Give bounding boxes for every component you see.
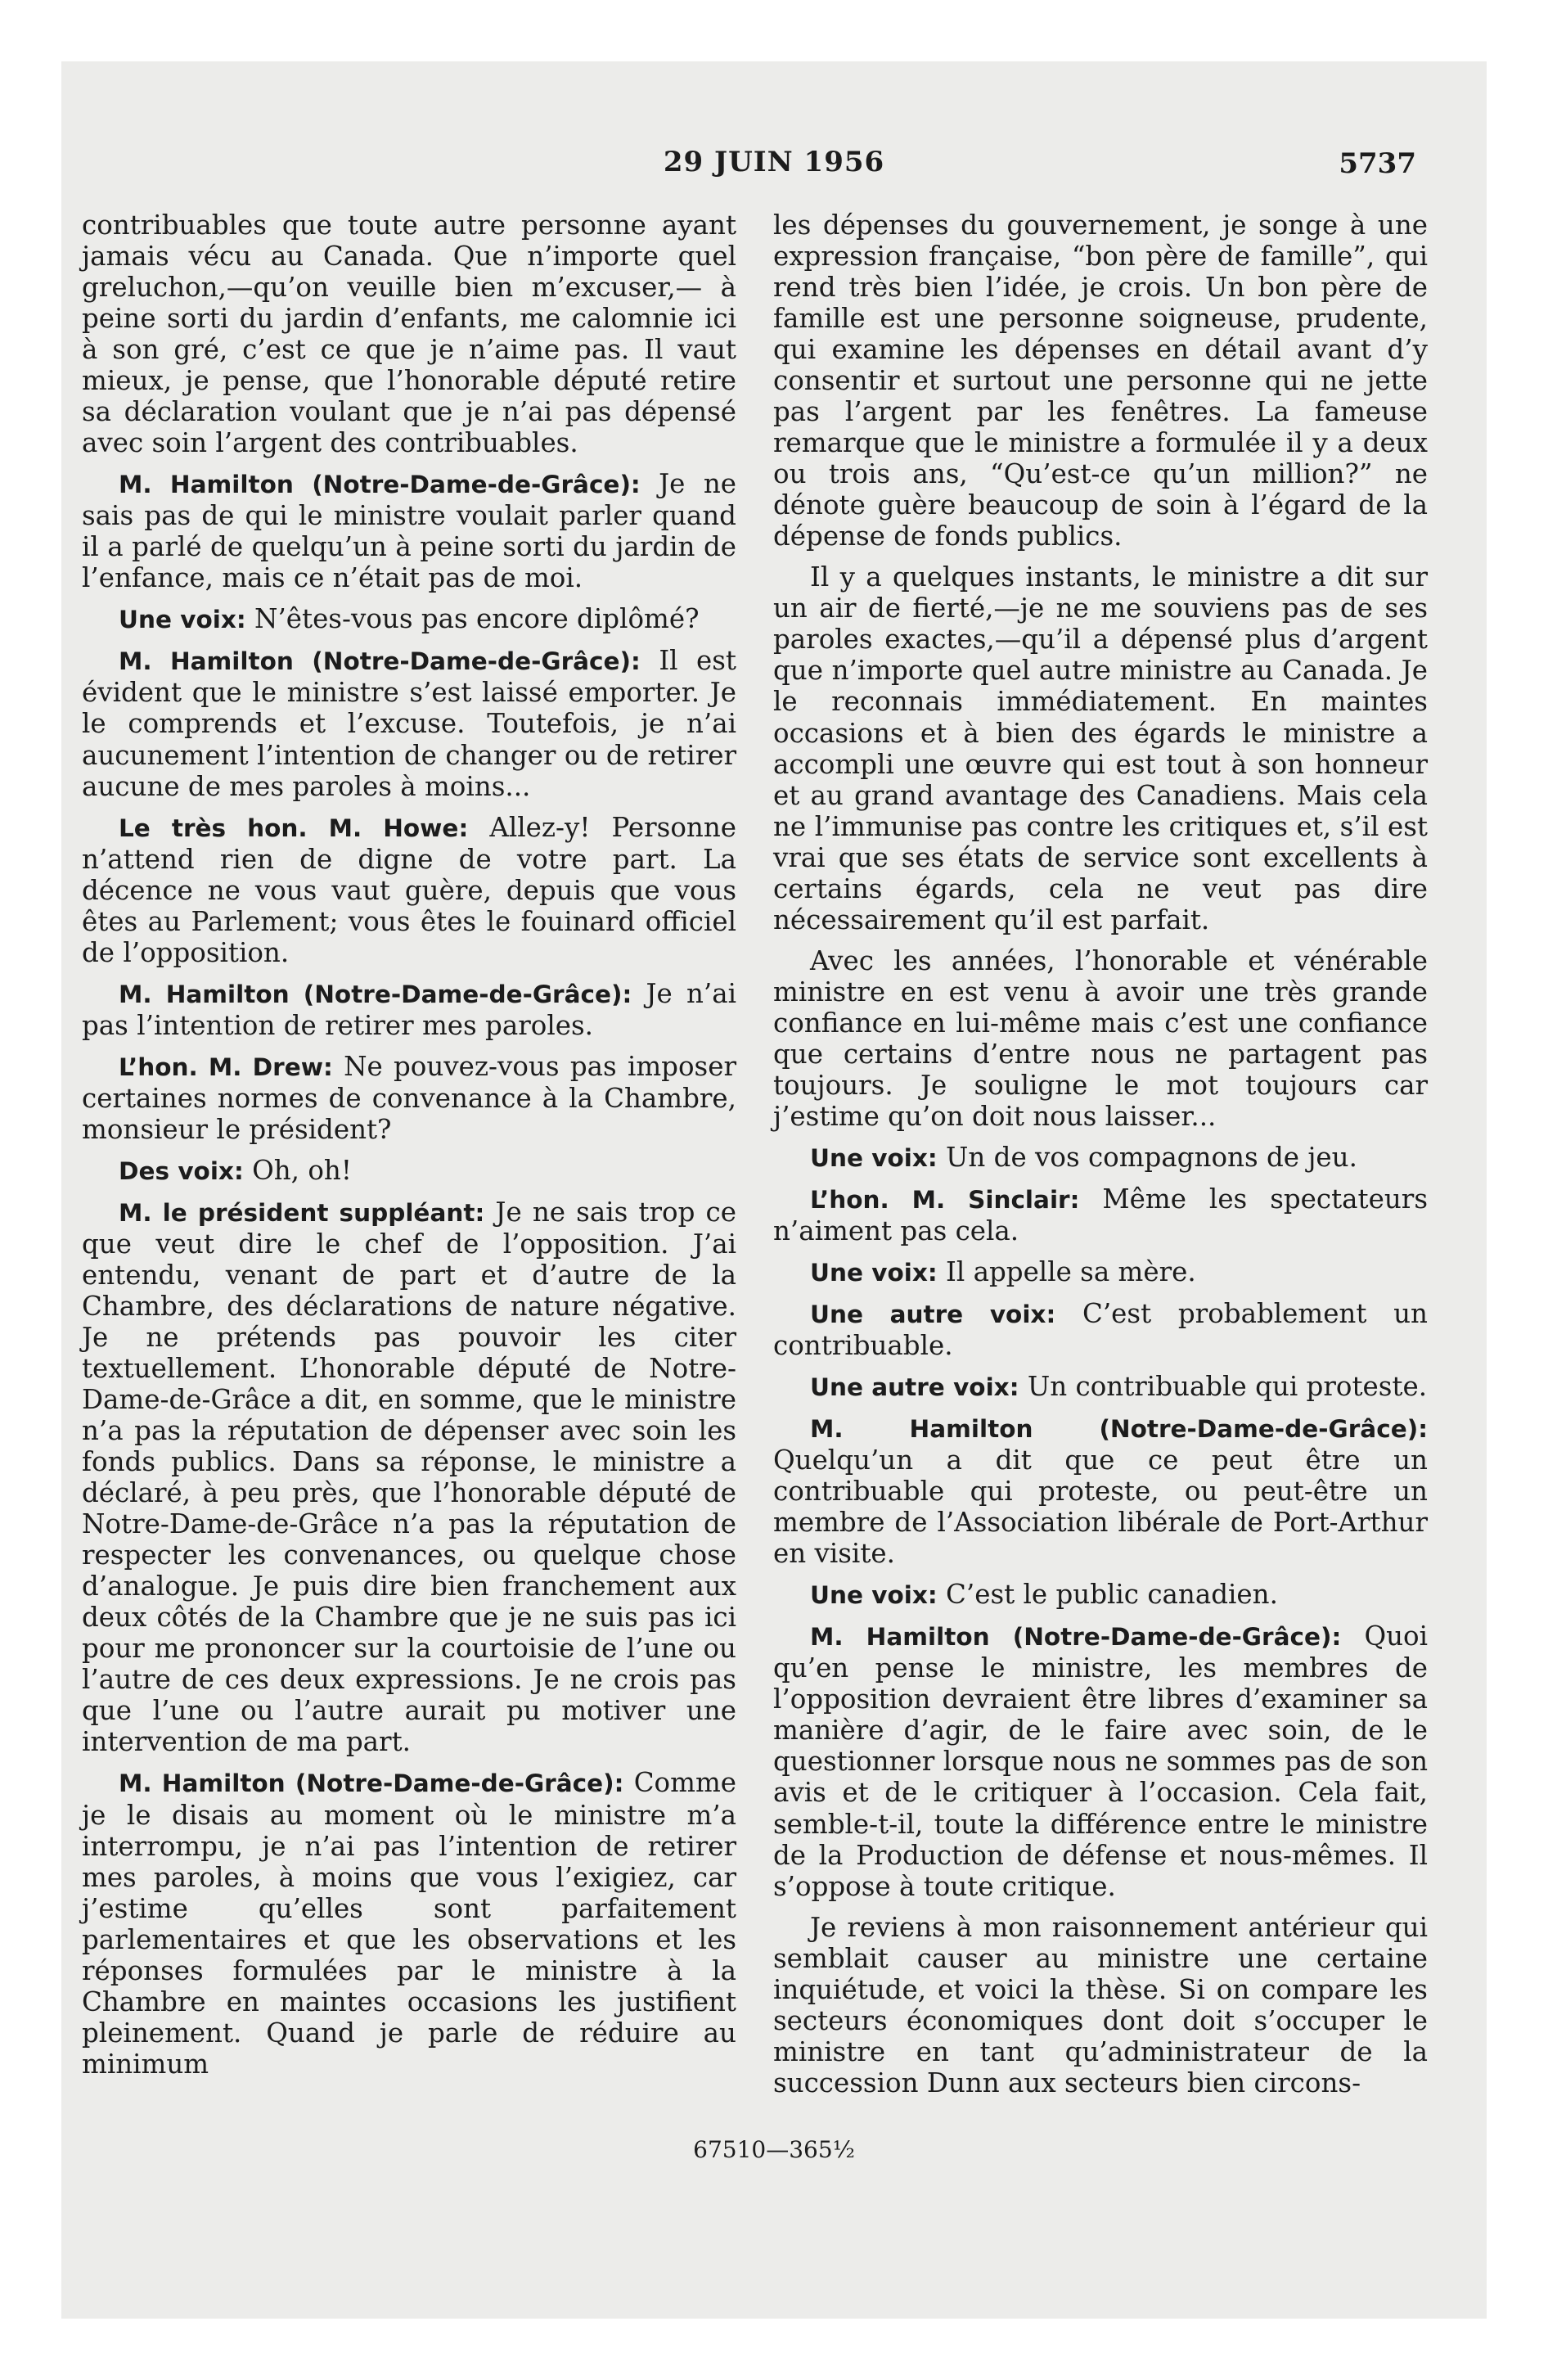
- page-header: [61, 146, 1487, 187]
- paragraph-text: Quelqu’un a dit que ce peut être un contribuable qui proteste, ou peut-être un membre de l’Association libérale de Port-Arthur en visite.: [773, 1445, 1428, 1570]
- speaker-name: Le très hon. M. Howe:: [119, 814, 469, 842]
- paragraph: [773, 1413, 1428, 1569]
- page-date: 29 JUIN 1956: [663, 146, 885, 178]
- speaker-name: L’hon. M. Sinclair:: [810, 1185, 1080, 1214]
- paragraph-text: C’est probablement un contribuable.: [773, 1298, 1428, 1362]
- speaker-name: M. Hamilton (Notre-Dame-de-Grâce):: [119, 980, 632, 1008]
- speaker-name: Une autre voix:: [810, 1373, 1019, 1402]
- paragraph: [773, 1256, 1428, 1288]
- speaker-name: Une voix:: [810, 1143, 938, 1172]
- paragraph-text: Même les spectateurs n’aiment pas cela.: [773, 1183, 1428, 1246]
- paragraph: [773, 1579, 1428, 1611]
- paragraph-text: Un contribuable qui proteste.: [1027, 1371, 1428, 1403]
- paragraph-text: Il appelle sa mère.: [946, 1256, 1196, 1287]
- left-column: [82, 210, 736, 2089]
- paragraph: [82, 210, 736, 458]
- paragraph: [773, 210, 1428, 552]
- speaker-name: Des voix:: [119, 1156, 244, 1185]
- page-number: 5737: [1339, 147, 1416, 180]
- speaker-name: Une autre voix:: [810, 1300, 1056, 1329]
- paragraph-text: C’est le public canadien.: [946, 1579, 1278, 1611]
- speaker-name: M. Hamilton (Notre-Dame-de-Grâce):: [119, 647, 641, 676]
- paragraph-text: Oh, oh!: [252, 1154, 352, 1186]
- speaker-name: M. Hamilton (Notre-Dame-de-Grâce):: [810, 1623, 1342, 1652]
- paragraph: [773, 1142, 1428, 1174]
- paragraph: [82, 1051, 736, 1145]
- speaker-name: M. Hamilton (Notre-Dame-de-Grâce):: [119, 471, 641, 499]
- page-footer-code: 67510—365½: [693, 2136, 855, 2163]
- paragraph: [773, 1371, 1428, 1403]
- paragraph: [82, 468, 736, 593]
- speaker-name: Une voix:: [810, 1581, 938, 1610]
- paragraph: [82, 603, 736, 635]
- paragraph: [82, 645, 736, 801]
- speaker-name: Une voix:: [119, 606, 246, 634]
- paragraph-text: Je reviens à mon raisonnement antérieur qui semblait causer au ministre une certaine inquiétude, et voici la thèse. Si on compare les secteurs économiques dont doit s’occuper le ministre en tant qu’administrateur de la succession Dunn aux secteurs bien circons-: [773, 1911, 1428, 2098]
- paragraph-text: Ne pouvez-vous pas imposer certaines normes de convenance à la Chambre, monsieur le président?: [82, 1050, 736, 1145]
- paragraph-text: Avec les années, l’honorable et vénérable ministre en est venu à avoir une très grande confiance en lui-même mais c’est une confiance que certains d’entre nous ne partagent pas toujours. Je souligne le mot toujours car j’estime qu’on doit nous laisser...: [773, 944, 1428, 1132]
- speaker-name: L’hon. M. Drew:: [119, 1053, 333, 1081]
- paragraph-text: Un de vos compagnons de jeu.: [946, 1141, 1357, 1173]
- speaker-name: Une voix:: [810, 1259, 938, 1287]
- paragraph: [773, 945, 1428, 1132]
- paragraph: [82, 978, 736, 1041]
- right-column: [773, 210, 1428, 2108]
- paragraph-text: Il est évident que le ministre s’est laissé emporter. Je le comprends et l’excuse. Toutefois, je n’ai aucunement l’intention de changer ou de retirer aucune de mes paroles à moins...: [82, 645, 736, 802]
- paragraph-text: Quoi qu’en pense le ministre, les membres de l’opposition devraient être libres d’examiner sa manière d’agir, de le faire avec soin, de le questionner lorsque nous ne sommes pas de son avis et de le critiquer à l’occasion. Cela fait, semble-t-il, toute la différence entre le ministre de la Production de défense et nous-mêmes. Il s’oppose à toute critique.: [773, 1620, 1428, 1902]
- paragraph: [773, 1912, 1428, 2098]
- paragraph: [82, 1767, 736, 2079]
- paragraph: [82, 1197, 736, 1758]
- paragraph-text: N’êtes-vous pas encore diplômé?: [254, 603, 700, 635]
- paragraph-text: Je ne sais trop ce que veut dire le chef de l’opposition. J’ai entendu, venant de part et d’autre de la Chambre, des déclarations de nature négative. Je ne prétends pas pouvoir les citer textuellement. L’honorable député de Notre-Dame-de-Grâce a dit, en somme, que le ministre n’a pas la réputation de dépenser avec soin les fonds publics. Dans sa réponse, le ministre a déclaré, à peu près, que l’honorable député de Notre-Dame-de-Grâce n’a pas la réputation de respecter les convenances, ou quelque chose d’analogue. Je puis dire bien franchement aux deux côtés de la Chambre que je ne suis pas ici pour me prononcer sur la courtoisie de l’une ou l’autre de ces deux expressions. Je ne crois pas que l’une ou l’autre aurait pu motiver une intervention de ma part.: [82, 1196, 736, 1758]
- paragraph: [773, 1183, 1428, 1246]
- paragraph: [773, 1298, 1428, 1361]
- paragraph-text: Allez-y! Personne n’attend rien de digne de votre part. La décence ne vous vaut guère, depuis que vous êtes au Parlement; vous êtes le fouinard officiel de l’opposition.: [82, 811, 736, 968]
- speaker-name: M. Hamilton (Notre-Dame-de-Grâce):: [810, 1415, 1428, 1444]
- paragraph: [82, 1155, 736, 1187]
- paragraph: [773, 1620, 1428, 1901]
- paragraph-text: Il y a quelques instants, le ministre a dit sur un air de fierté,—je ne me souviens pas de ses paroles exactes,—qu’il a dépensé plus d’argent que n’importe quel autre ministre au Canada. Je le reconnais immédiatement. En maintes occasions et à bien des égards le ministre a accompli une œuvre qui est tout à son honneur et au grand avantage des Canadiens. Mais cela ne l’immunise pas contre les critiques et, s’il est vrai que ses états de service sont excellents à certains égards, cela ne veut pas dire nécessairement qu’il est parfait.: [773, 561, 1428, 935]
- paragraph-text: Comme je le disais au moment où le ministre m’a interrompu, je n’ai pas l’intention de retirer mes paroles, à moins que vous l’exigiez, car j’estime qu’elles sont parfaitement parlementaires et que les observations et les réponses formulées par le ministre à la Chambre en maintes occasions les justifient pleinement. Quand je parle de réduire au minimum: [82, 1767, 736, 2080]
- paragraph: [773, 561, 1428, 935]
- paragraph-text: Je ne sais pas de qui le ministre voulait parler quand il a parlé de quelqu’un à peine sorti du jardin de l’enfance, mais ce n’était pas de moi.: [82, 468, 736, 594]
- speaker-name: M. le président suppléant:: [119, 1198, 485, 1227]
- paragraph-text: les dépenses du gouvernement, je songe à une expression française, “bon père de famille”, qui rend très bien l’idée, je crois. Un bon père de famille est une personne soigneuse, prudente, qui examine les dépenses en détail avant d’y consentir et surtout une personne qui ne jette pas l’argent par les fenêtres. La fameuse remarque que le ministre a formulée il y a deux ou trois ans, “Qu’est-ce qu’un million?” ne dénote guère beaucoup de soin à l’égard de la dépense de fonds publics.: [773, 210, 1428, 552]
- speaker-name: M. Hamilton (Notre-Dame-de-Grâce):: [119, 1769, 624, 1798]
- paragraph-text: contribuables que toute autre personne ayant jamais vécu au Canada. Que n’importe quel greluchon,—qu’on veuille bien m’excuser,— à peine sorti du jardin d’enfants, me calomnie ici à son gré, c’est ce que je n’aime pas. Il vaut mieux, je pense, que l’honorable député retire sa déclaration voulant que je n’ai pas dépensé avec soin l’argent des contribuables.: [82, 210, 736, 459]
- paragraph: [82, 812, 736, 968]
- paragraph-text: Je n’ai pas l’intention de retirer mes paroles.: [82, 977, 736, 1041]
